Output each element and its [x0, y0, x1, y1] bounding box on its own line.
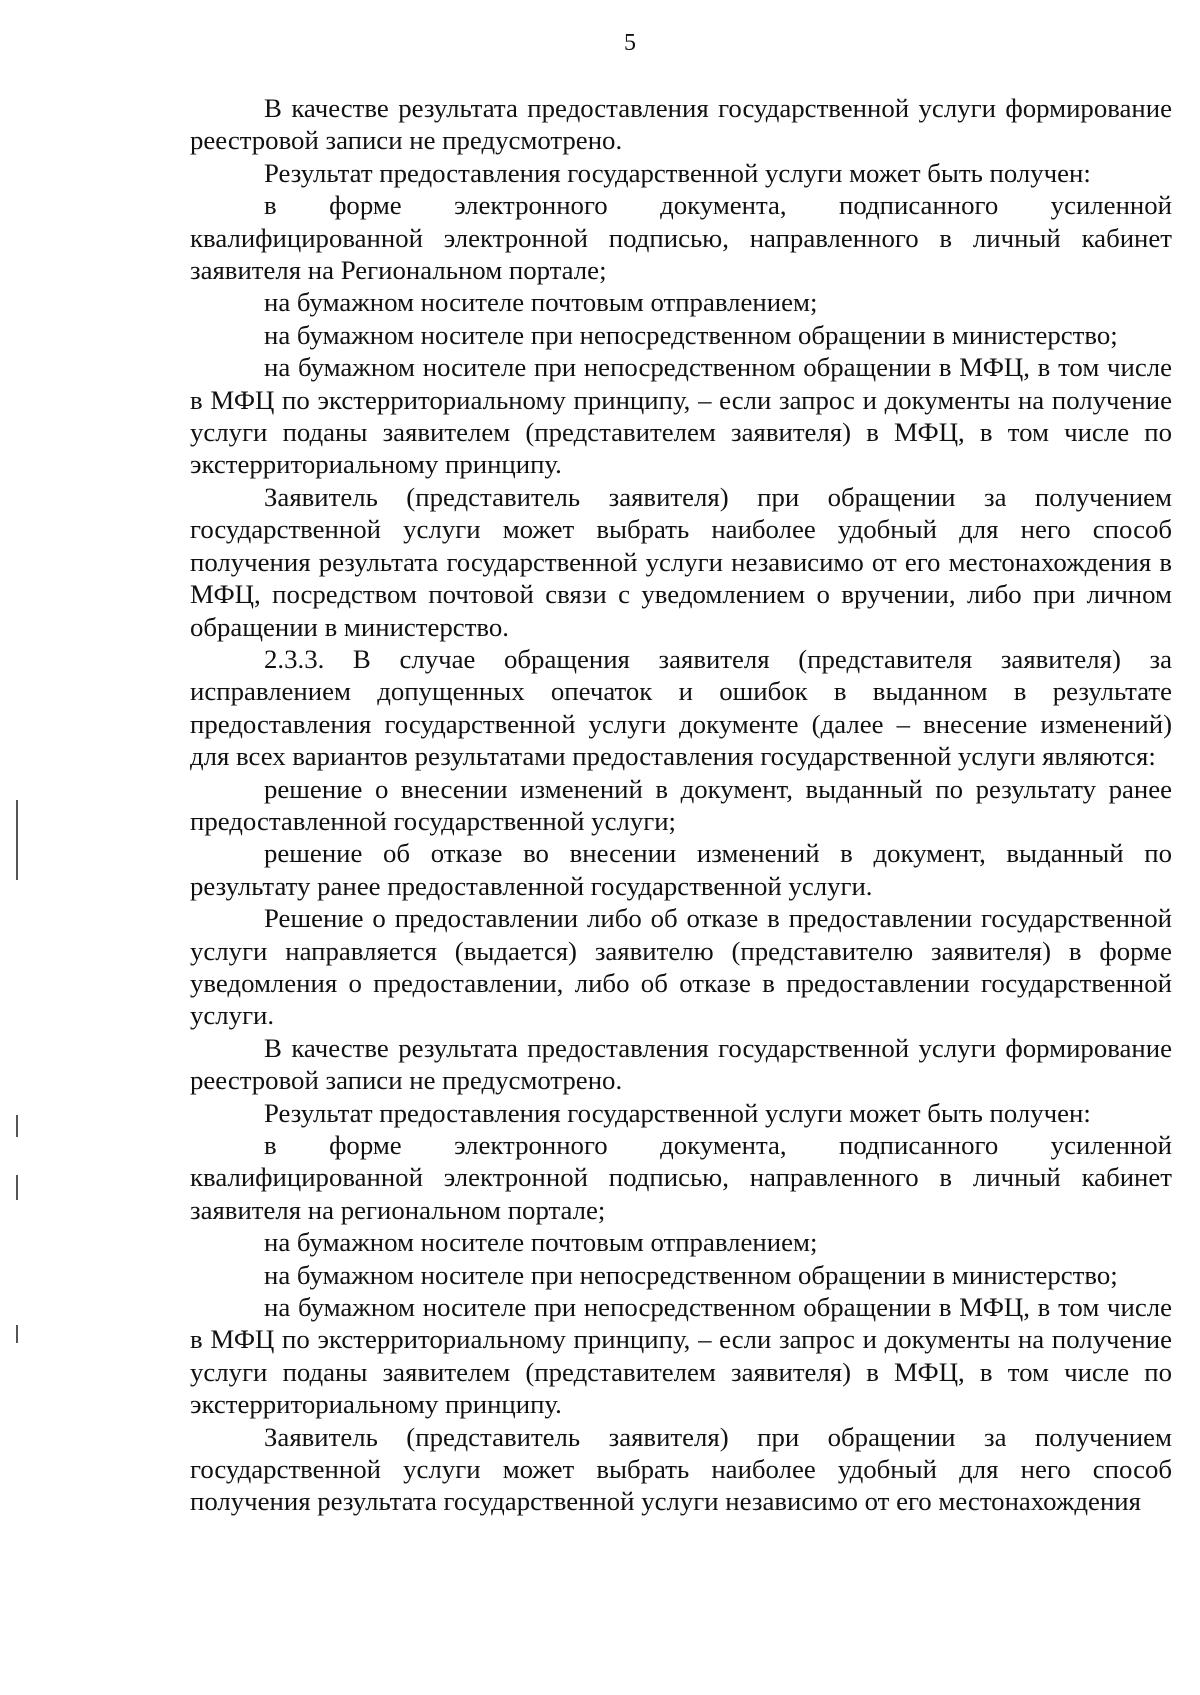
paragraph: на бумажном носителе при непосредственном обращении в МФЦ, в том числе в МФЦ по экстерриториальному принципу, – если запрос и документы на получение услуги поданы заявителем (представителем заявителя) в МФЦ, в том числе по экстерриториальному принципу. [190, 1292, 1172, 1420]
paragraph: на бумажном носителе при непосредственном обращении в МФЦ, в том числе в МФЦ по экстерриториальному принципу, – если запрос и документы на получение услуги поданы заявителем (представителем заявителя) в МФЦ, в том числе по экстерриториальному принципу. [190, 352, 1172, 480]
paragraph: на бумажном носителе при непосредственном обращении в министерство; [264, 1259, 1118, 1290]
paragraph: В качестве результата предоставления государственной услуги формирование реестровой записи не предусмотрено. [190, 1032, 1172, 1096]
paragraph: В качестве результата предоставления государственной услуги формирование реестровой записи не предусмотрено. [190, 93, 1172, 156]
paragraph: на бумажном носителе почтовым отправлением; [264, 1227, 818, 1258]
paragraph: Решение о предоставлении либо об отказе в предоставлении государственной услуги направляется (выдается) заявителю (представителю заявителя) в форме уведомления о предоставлении, либо об отказе в предоставлении государственной услуги. [190, 903, 1172, 1031]
scan-mark [16, 1175, 18, 1200]
paragraph: в форме электронного документа, подписанного усиленной квалифицированной электронной подписью, направленного в личный кабинет заявителя на региональном портале; [190, 1130, 1172, 1225]
page-number: 5 [624, 30, 636, 56]
paragraph: Результат предоставления государственной услуги может быть получен: [264, 1097, 1091, 1128]
paragraph: решение об отказе во внесении изменений в документ, выданный по результату ранее предоставленной государственной услуги. [190, 838, 1172, 901]
paragraph: Результат предоставления государственной услуги может быть получен: [264, 157, 1091, 188]
scan-mark [16, 800, 18, 880]
scan-mark [16, 1325, 18, 1343]
paragraph: на бумажном носителе при непосредственном обращении в министерство; [264, 319, 1118, 350]
paragraph: Заявитель (представитель заявителя) при обращении за получением государственной услуги может выбрать наиболее удобный для него способ получения результата государственной услуги независимо от его местонахождения [190, 1421, 1172, 1517]
paragraph: в форме электронного документа, подписанного усиленной квалифицированной электронной подписью, направленного в личный кабинет заявителя на Региональном портале; [190, 190, 1172, 286]
document-body [190, 92, 1172, 1518]
paragraph: 2.3.3. В случае обращения заявителя (представителя заявителя) за исправлением допущенных опечаток и ошибок в выданном в результате предоставления государственной услуги документе (далее – внесение изменений) для всех вариантов результатами предоставления государственной услуги являются: [190, 643, 1172, 772]
paragraph: решение о внесении изменений в документ, выданный по результату ранее предоставленной государственной услуги; [190, 773, 1172, 836]
paragraph: Заявитель (представитель заявителя) при обращении за получением государственной услуги может выбрать наиболее удобный для него способ получения результата государственной услуги независимо от его местонахождения в МФЦ, посредством почтовой связи с уведомлением о вручении, либо при личном обращении в министерство. [190, 481, 1172, 642]
scan-mark [16, 1115, 18, 1137]
paragraph: на бумажном носителе почтовым отправлением; [264, 287, 818, 318]
